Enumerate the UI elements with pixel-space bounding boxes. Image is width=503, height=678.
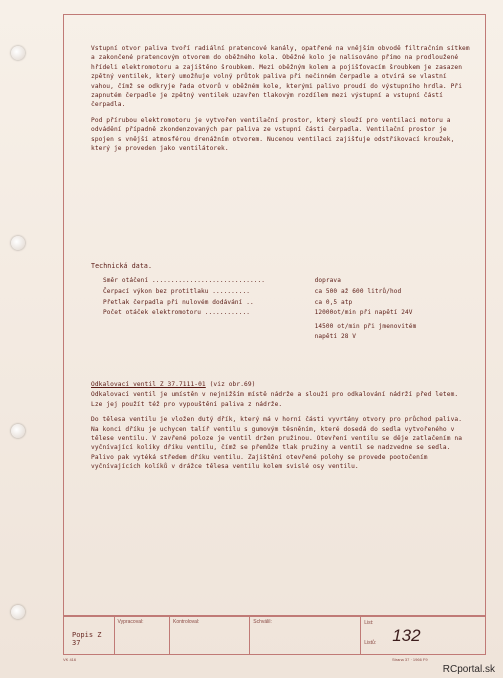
doc-cell (64, 616, 115, 654)
valve-title: Odkalovací ventil Z 37.7111-01 (91, 381, 206, 388)
spec-label: Směr otáčení .............................. (103, 277, 266, 285)
body-text-bottom (91, 380, 471, 478)
tech-heading: Technická data. (91, 262, 153, 270)
title-block (63, 615, 486, 655)
spec-value: ca 500 až 600 litrů/hod (314, 288, 402, 295)
spec-label: Čerpací výkon bez protitlaku .......... (103, 288, 250, 295)
list-label: List: (364, 620, 374, 626)
paragraph: Do tělesa ventilu je vložen dutý dřík, který má v horní části vyvrtány otvory pro průchod paliva. Na konci dříku je uchycen talíř ventilu s gumovým těsněním, které dosedá do sedla vytvořeného v tělese ventilu. V zavřené poloze je ventil držen pružinou. Otevření ventilu se děje zatlačením na vyčnívající kolíky dříku ventilu, čímž se přemůže tlak pružiny a ventil se nadzvedne se sedla. Palivo pak vytéká středem dříku ventilu. Zajištění otevřené polohy se provede pootočením vyčnívajících kolíků v drážce tělesa ventilu kolem svislé osy ventilu. (91, 416, 463, 471)
kontroloval-label: Kontroloval: (173, 619, 200, 625)
spec-value: ca 0,5 atp (314, 298, 353, 306)
kontroloval-cell (170, 616, 250, 654)
schvalil-cell (250, 616, 361, 654)
valve-heading (91, 380, 471, 389)
spec-row (103, 276, 471, 287)
print-note: Strana 37 · 1966 F9 (392, 657, 428, 662)
page-number: 132 (392, 626, 421, 645)
paragraph: Odkalovací ventil je umístěn v nejnižším místě nádrže a slouží pro odkalování nádrží před letem. Lze jej použít též pro vypouštění paliva z nádrže. (91, 391, 459, 408)
body-text-top (91, 44, 471, 159)
paragraph: Vstupní otvor paliva tvoří radiální pratencové kanály, opatřené na vnějším obvodě filtračním sítkem a zakončené pratencovým otvorem do oběžného kola. Oběžné kolo je nalisováno přímo na prodloužené hřídeli elektromotoru a zajištěno šroubkem. Mezi oběžným kolem a pojišťovacím šroubkem je zasazen zpětný ventilek, který umožňuje volný průtok paliva při nečinném čerpadle a otvírá se vlastní vahou, čímž se odkryje řada otvorů v oběžném kole, kterými palivo proudí do výstupního hrdla. Při zapnutém čerpadle je zpětný ventilek uzavřen tlakovým rozdílem mezi výstupní a vstupní částí čerpadla. (91, 45, 470, 109)
spec-label (103, 322, 315, 343)
punch-hole (11, 424, 25, 438)
doc-name: Popis Z 37 (72, 631, 102, 647)
spec-value: doprava (314, 277, 341, 285)
form-code: VK 416 (63, 657, 77, 662)
spec-label: Přetlak čerpadla při nulovém dodávání .. (103, 298, 254, 306)
punch-hole (11, 46, 25, 60)
spec-value: 12000ot/min při napětí 24V (314, 309, 413, 317)
punch-hole (11, 236, 25, 250)
page-cell (361, 616, 485, 654)
spec-value: 14500 ot/min při jmenovitém napětí 28 V (314, 322, 417, 341)
spec-row (103, 322, 471, 343)
punch-hole (11, 605, 25, 619)
schvalil-label: Schválil: (253, 619, 272, 625)
spec-row (103, 308, 471, 319)
spec-row (103, 298, 471, 309)
vypracoval-label: Vypracoval: (117, 619, 144, 625)
valve-ref: (viz obr.69) (205, 381, 256, 388)
paragraph: Pod přírubou elektromotoru je vytvořen ventilační prostor, který slouží pro ventilaci motoru a odvádění případně zkondenzovaných par paliva ze vstupní části čerpadla. Ventilační prostor je spojen s vnější atmosférou drenážním otvorem. Nucenou ventilaci zajišťuje odstřikovací kroužek, který je proveden jako ventilátorek. (91, 116, 455, 153)
spec-label: Počet otáček elektromotoru ............ (103, 309, 250, 317)
technical-data (91, 262, 471, 343)
listu-label: Listů: (364, 640, 377, 646)
watermark: RCportal.sk (442, 664, 495, 675)
spec-row (103, 287, 471, 298)
vypracoval-cell (115, 616, 170, 654)
